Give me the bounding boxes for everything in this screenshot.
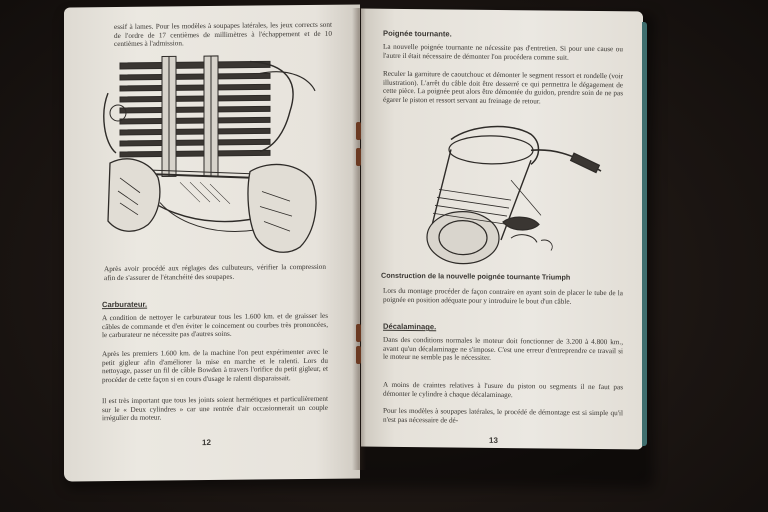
carburateur-paragraph-1: A condition de nettoyer le carburateur tous les 1.600 km. et de graisser les câbles de commande et d'en éviter le coincement ou courbes très prononcées, le carburateur ne nécessite pas d'autres soins. (102, 311, 328, 340)
staple-bottom (356, 324, 361, 342)
staple-top-2 (356, 148, 361, 166)
heading-carburateur: Carburateur. (102, 299, 148, 310)
right-page (361, 9, 643, 450)
engine-cylinder-illustration (100, 51, 322, 263)
left-page (64, 4, 360, 481)
heading-poignee-tournante: Poignée tournante. (383, 28, 452, 39)
decalaminage-paragraph-1: Dans des conditions normales le moteur doit fonctionner de 3.200 à 4.800 km., avant qu'un décalaminage ne s'impose. C'est une erreur d'entreprendre ce travail si le moteur ne semble pas le nécessiter. (383, 335, 623, 363)
left-top-text: essif à lames. Pour les modèles à soupapes latérales, les jeux corrects sont de l'ordre de 17 centièmes de millimètres à l'échappement et de 10 centièmes à l'admission. (114, 20, 332, 49)
staple-top (356, 122, 361, 140)
cooling-fins (120, 61, 270, 157)
staple-bottom-2 (356, 346, 361, 364)
carburateur-paragraph-3: Il est très important que tous les joints soient hermétiques et particulièrement sur le « Deux cylindres » car une rentrée d'air occasionnerait un couple irrégulier du moteur. (102, 394, 328, 423)
poignee-paragraph-1: La nouvelle poignée tournante ne nécessite pas d'entretien. Si pour une cause ou l'autre il était nécessaire de démonter l'on procédera comme suit. (383, 42, 623, 62)
montage-paragraph: Lors du montage procéder de façon contraire en ayant soin de placer le tube de la poignée en position adéquate pour y introduire le bout d'un câble. (383, 286, 623, 306)
illustration-caption: Construction de la nouvelle poignée tournante Triumph (381, 270, 571, 282)
twist-grip-illustration (391, 119, 611, 271)
booklet-spine-edge (642, 22, 647, 446)
left-after-illustration-text: Après avoir procédé aux réglages des culbuteurs, vérifier la compression afin de s'assurer de l'étanchéité des soupapes. (104, 262, 326, 282)
carburateur-paragraph-2: Après les premiers 1.600 km. de la machine l'on peut expérimenter avec le petit gigleur afin d'améliorer la mise en marche et le ralenti. Lors du nettoyage, passer un fil de câble Bowden à travers l'orifice du petit gigleur, et procéder de cette façon si en cours d'usage le ralenti disparaissait. (102, 347, 328, 385)
heading-decalaminage: Décalaminage. (383, 321, 437, 332)
poignee-paragraph-2: Reculer la garniture de caoutchouc et démonter le segment ressort et rondelle (voir illustration). L'arrêt du câble doit être desserré ce qui permettra le dégagement de cette pièce. La poignée peut alors être démontée du guidon, prendre soin de ne pas égarer le piston et ressort servant au freinage de retour. (383, 69, 623, 106)
right-page-number: 13 (489, 435, 498, 445)
booklet-gutter (352, 8, 366, 470)
decalaminage-paragraph-2: A moins de craintes relatives à l'usure du piston ou segments il ne faut pas démonter le cylindre à chaque décalaminage. (383, 380, 623, 399)
decalaminage-paragraph-3: Pour les modèles à soupapes latérales, le procédé de démontage est si simple qu'il n'est pas nécessaire de dé- (383, 406, 623, 425)
open-booklet (64, 6, 654, 486)
left-page-number: 12 (202, 438, 211, 448)
